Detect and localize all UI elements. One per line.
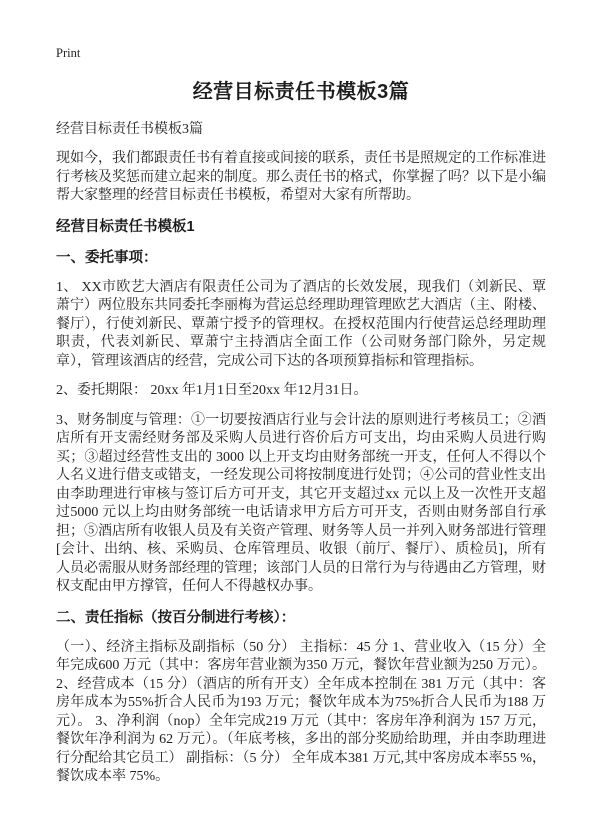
entrust-item-2: 2、委托期限： 20xx 年1月1日至20xx 年12月31日。 <box>56 383 368 398</box>
intro-paragraph: 现如今，我们都跟责任书有着直接或间接的联系，责任书是照规定的工作标准进行考核及奖惩而建立起来的制度。那么责任书的格式，你掌握了吗？以下是小编帮大家整理的经营目标责任书模板，希望对大家有所帮助。 <box>56 151 546 203</box>
template1-heading: 经营目标责任书模板1 <box>56 218 195 235</box>
targets-section-heading: 二、责任指标（按百分制进行考核）： <box>56 609 296 626</box>
document-subtitle: 经营目标责任书模板3篇 <box>56 122 203 137</box>
entrust-item-1: 1、 XX市欧艺大酒店有限责任公司为了酒店的长效发展，现我们（刘新民、覃萧宁）两位股东共同委托李丽梅为营运总经理助理管理欧艺大酒店（主、附楼、餐厅），行使刘新民、覃萧宁授予的管理权。在授权范围内行使营运总经理助理职责，代表刘新民、覃萧宁主持酒店全面工作（公司财务部门除外，另定规章），管理该酒店的经营，完成公司下达的各项预算指标和管理指标。 <box>56 279 546 369</box>
entrust-item-3: 3、财务制度与管理：①一切要按酒店行业与会计法的原则进行考核员工；②酒店所有开支需经财务部及采购人员进行咨价后方可支出，均由采购人员进行购买；③超过经营性支出的 3000 以上开支均由财务部统一开支，任何人不得以个人名义进行借支或错支，一经发现公司将按制度进行处罚；④公司的营业性支出由李助理进行审核与签订后方可开支，其它开支超过xx 元以上及一次性开支超过5000 元以上均由财务部统一电话请求甲方后方可开支，否则由财务部自行承担；⑤酒店所有收银人员及有关资产管理、财务等人员一并列入财务部进行管理[会计、出纳、核、采购员、仓库管理员、收银（前厅、餐厅）、质检员]，所有人员必需服从财务部经理的管理；该部门人员的日常行为与待遇由乙方管理，财权支配由甲方撑管，任何人不得越权办事。 <box>56 412 546 594</box>
targets-paragraph: （一）、经济主指标及副指标（50 分） 主指标：45 分 1、营业收入（15 分）全年完成600 万元（其中：客房年营业额为350 万元，餐饮年营业额为250 万元）。 2、经营成本（15 分）（酒店的所有开支）全年成本控制在 381 万元（其中：客房年成本为55%折合人民币为193 万元；餐饮年成本为75%折合人民币为188 万元）。 3、净利润（nop）全年完成219 万元（其中：客房年净利润为 157 万元，餐饮年净利润为 62 万元）。（年底考核，多出的部分奖励给助理，并由李助理进行分配给其它员工） 副指标：（5 分） 全年成本381 万元,其中客房成本率55 %，餐饮成本率 75%。 <box>56 639 546 784</box>
page-title: 经营目标责任书模板3篇 <box>192 81 410 103</box>
print-link-row <box>56 44 546 62</box>
print-link[interactable]: Print <box>56 46 81 60</box>
entrust-section-heading: 一、委托事项： <box>56 249 158 266</box>
